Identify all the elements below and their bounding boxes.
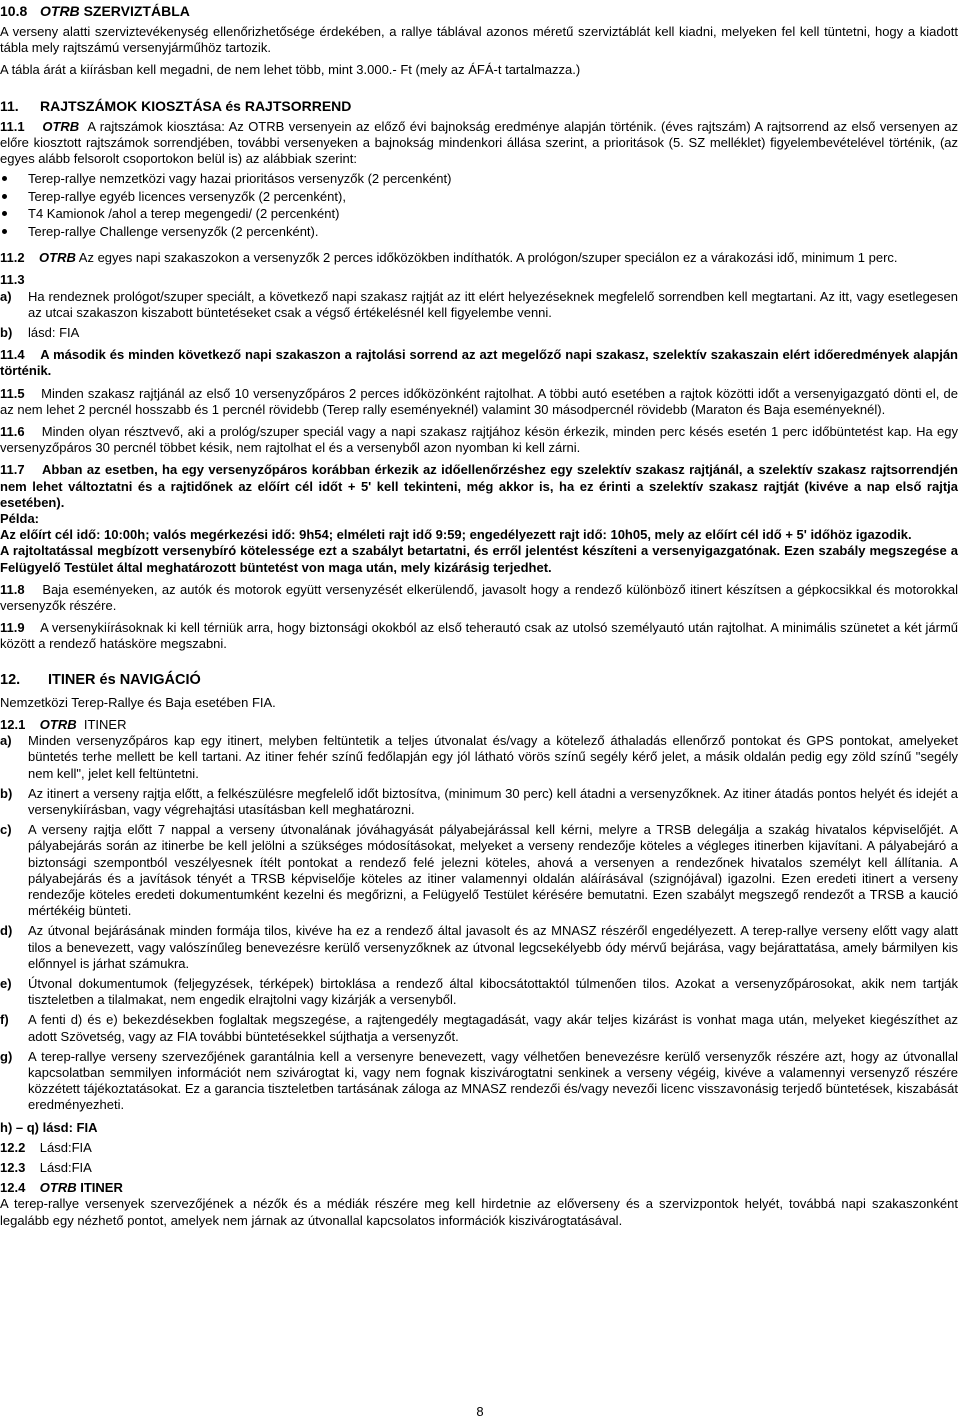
section-text: Baja eseményeken, az autók és motorok együtt versenyzését elkerülendő, javasolt hogy a rendező különböző itinert készítsen a gépkocsikkal és motorokkal versenyzők részére. [0, 581, 958, 614]
item-12-1-d [0, 923, 958, 972]
list-item: T4 Kamionok /ahol a terep megengedi/ (2 percenként) [0, 205, 958, 223]
paragraph-11-4 [0, 347, 958, 379]
item-label: g) [0, 1048, 13, 1064]
otrb-label: OTRB [42, 118, 80, 134]
section-text: Abban az esetben, ha egy versenyzőpáros korábban érkezik az időellenőrzéshez egy szelektív szakasz rajtjánál, a szelektív szakasz rajtsorrendjén nem lehet változtatni és a rajtidőnek az előírt cél időt + 5' kell tekinteni, még akkor is, ha ez érinti a szelektív szakasz rajtját (kivéve a nap első rajtja esetében). [0, 462, 958, 510]
item-12-1-a [0, 733, 958, 782]
heading-title: SZERVIZTÁBLA [83, 3, 190, 19]
item-label: b) [0, 325, 13, 341]
section-text: A rajtszámok kiosztása: Az OTRB versenyein az előző évi bajnokság eredménye alapján történik. (éves rajtszám) A rajtsorrend az első versenyen az előre kiosztott rajtszámok sorrendjében, további versenyeken a bajnokság mindenkori állása szerint, a prioritások (5. SZ melléklet) figyelembevételével történik, (az egyes alább felsorolt csoportokon belül is) az alábbiak szerint: [0, 118, 958, 167]
item-label: a) [0, 288, 12, 304]
heading-10-8 [0, 2, 958, 20]
section-text: Lásd:FIA [39, 1159, 92, 1175]
paragraph-12-4: A terep-rallye versenyek szervezőjének a nézők és a médiák részére meg kell hirdetnie az előverseny és a szervizpontok helyét, továbbá napi szakaszonként legalább egy nézhető pontot, amelyek nem járnak az útvonallal kapcsolatos információk kiszivárogtatásával. [0, 1196, 958, 1228]
item-text: lásd: FIA [28, 325, 80, 341]
item-11-3-a [0, 289, 958, 321]
section-number: 12.2 [0, 1139, 26, 1155]
heading-title: RAJTSZÁMOK KIOSZTÁSA és RAJTSORREND [40, 97, 352, 114]
heading-12-1 [0, 717, 958, 733]
item-12-1-f [0, 1012, 958, 1044]
section-number: 11.2 [0, 250, 25, 266]
item-12-1-b [0, 786, 958, 818]
item-text: Az útvonal bejárásának minden formája tilos, kivéve ha ez a rendező által javasolt és az MNASZ részéről engedélyezett. A terep-rallye verseny előtt vagy alatt tilos a benevezett, vagy valószínűleg benevezésre kerülő versenyzőknek az útvonal legcsekélyebb ódy mérvű bejárása, vagy bejárattatása, amely bármilyen kis előnnyel is járhat számukra. [28, 923, 958, 971]
otrb-label: OTRB [39, 716, 77, 732]
paragraph-11-1 [0, 119, 958, 168]
page-number: 8 [476, 1404, 484, 1419]
list-item: Terep-rallye egyéb licences versenyzők (2 percenként), [0, 188, 958, 206]
item-text: A verseny rajtja előtt 7 nappal a verseny útvonalának jóváhagyását pályabejárással kell kérni, melyre a TRSB delegálja a szakág hivatalos képviselőjét. A pályabejárás során az itinerbe be kell jelölni a szükséges módosításokat, melyeket a verseny rendezője köteles a végleges itinerben kijavítani. A pályabejáró a biztonsági szempontból veszélyesnek ítélt pontokat a rendező felé jelezni köteles, ahová a versenyen a rendezőnek hivatalos személyt kell állítania. A pályabejárás és a javítások tényét a TRSB képviselője köteles az itiner valamennyi oldalán aláírásával (szignójával) igazolni. Ezen eredeti itinert a verseny rendezője köteles eredeti dokumentumként kezelni és megőrizni, a Felügyelő Testület kérésére bemutatni. Ezen szabályt megszegő rendezőt a TRSB a kaució mértékéig bünteti. [28, 822, 958, 919]
example-text: Az előírt cél idő: 10:00h; valós megérkezési idő: 9h54; elméleti rajt idő 9:59; engedélyezett rajt idő: 10h05, mely az előírt cél idő + 5' időhöz igazodik. [0, 527, 912, 543]
item-text: Útvonal dokumentumok (feljegyzések, térképek) birtoklása a rendező által kibocsátottaktól túlmenően tilos. Azokat a versenyzőpárosokat, akik nem tartják tiszteletben a tilalmakat, nem engedik elrajtolni vagy kizárják a versenyből. [28, 975, 958, 1008]
section-number: 12.3 [0, 1159, 26, 1175]
item-12-1-c [0, 822, 958, 919]
heading-11 [0, 97, 958, 115]
item-12-1-h-q: h) – q) lásd: FIA [0, 1119, 98, 1135]
item-text: Az itinert a verseny rajtja előtt, a felkészülésre megfelelő időt biztosítva, (minimum 30 perc) kell átadni a versenyzőknek. Az itiner átadás pontos helyét és idejét a versenykiírásban, vagy végrehajtási utasításban kell meghatározni. [28, 785, 958, 817]
item-label: d) [0, 923, 13, 939]
example-label: Példa: [0, 511, 40, 527]
heading-12-4 [0, 1180, 958, 1196]
section-number: 11.4 [0, 347, 25, 363]
section-number: 12.1 [0, 716, 26, 732]
priority-list [0, 170, 958, 240]
section-title: ITINER [80, 1180, 123, 1196]
item-text: Minden versenyzőpáros kap egy itinert, melyben feltüntetik a teljes útvonalat és/vagy a kötelező áthaladás ellenőrző pontokat és GPS pontokat, amelyeket büntetés terhe mellett be kell tartani. Az itiner fehér színű fedőlapján egy jól látható vörös színű segély kérő jelet, a másik oldalán pedig egy zöld színű "segély nem kell", jelet kell feltüntetni. [28, 733, 958, 781]
paragraph-11-6 [0, 424, 958, 456]
paragraph-11-7-extra: A rajtoltatással megbízott versenybíró kötelessége ezt a szabályt betartatni, és erről jelentést készíteni a versenyigazgatónak. Ezen szabály megszegése a Felügyelő Testület által meghatározott büntetést von maga után, mely kizárásig terjedhet. [0, 543, 958, 575]
section-text: A versenykiírásoknak ki kell térniük arra, hogy biztonsági okokból az első teherautó csak az utolsó személyautó után rajtolhat. A minimális szünetet a két jármű között a rendező hatásköre megszabni. [0, 620, 959, 652]
paragraph-10-8-2: A tábla árát a kiírásban kell megadni, de nem lehet több, mint 3.000.- Ft (mely az ÁFÁ-t tartalmazza.) [0, 62, 581, 78]
document-content [0, 2, 958, 1229]
bullet-icon [2, 211, 7, 216]
heading-number: 10.8 [0, 3, 28, 19]
section-text: Az egyes napi szakaszokon a versenyzők 2 perces időközökben indíthatók. A prológon/szuper speciálon ez a várakozási idő, minimum 1 perc. [78, 250, 898, 266]
bullet-icon [2, 229, 7, 234]
heading-number: 12. [0, 671, 21, 688]
otrb-label: OTRB [39, 250, 76, 266]
paragraph-12-intro: Nemzetközi Terep-Rallye és Baja esetében FIA. [0, 694, 276, 710]
section-number: 11.5 [0, 385, 25, 401]
item-label: c) [0, 822, 12, 838]
paragraph-10-8-1: A verseny alatti szerviztevékenység ellenőrizhetősége érdekében, a rallye táblával azonos méretű szerviztáblát kell kiadni, melyeken fel kell tüntetni, hogy a kiadott tábla mely rajtszámú versenyjárműhöz tartozik. [0, 24, 958, 56]
paragraph-11-8 [0, 582, 958, 614]
item-label: e) [0, 975, 12, 991]
section-number: 11.1 [0, 118, 25, 134]
paragraph-12-3 [0, 1160, 958, 1176]
section-text: Lásd:FIA [39, 1139, 92, 1155]
paragraph-12-2 [0, 1140, 958, 1156]
section-number: 12.4 [0, 1180, 26, 1196]
section-text: Minden olyan résztvevő, aki a prológ/szuper speciál vagy a napi szakasz rajtjához késön érkezik, minden perc késés esetén 1 perc időbüntetést kap. Ha egy versenyzőpáros 30 percnél többet késik, nem rajtolhat el és a versenyből azon nyomban ki kell zárni. [0, 424, 958, 456]
section-title: ITINER [83, 716, 127, 732]
section-number-11-3: 11.3 [0, 272, 25, 288]
list-item: Terep-rallye nemzetközi vagy hazai prioritásos versenyzők (2 percenként) [0, 170, 958, 188]
item-12-1-e [0, 976, 958, 1008]
paragraph-11-2 [0, 250, 958, 266]
heading-12 [0, 671, 958, 689]
item-12-1-g [0, 1049, 958, 1114]
heading-title: ITINER és NAVIGÁCIÓ [48, 671, 201, 688]
section-text: Minden szakasz rajtjánál az első 10 versenyzőpáros 2 perces időközönként rajtolhat. A többi autó esetében a rajtok közötti időt a versenyigazgató dönti el, de az nem lehet 2 percnél hosszabb és 1 percnél rövidebb (Terep rally eseményeknél) valamint 30 másodpercnél rövidebb (Maraton és Baja eseményeknél). [0, 385, 958, 417]
bullet-icon [2, 176, 7, 181]
section-number: 11.6 [0, 424, 25, 440]
item-label: f) [0, 1012, 9, 1028]
heading-number: 11. [0, 97, 19, 114]
item-text: A fenti d) és e) bekezdésekben foglaltak megszegése, a rajtengedély megtagadását, vagy akár teljes kizárást is vonhat maga után, melyeket kiegészíthet az adott Szövetség, vagy az FIA további büntetésekkel sújthatja a versenyzőt. [28, 1012, 958, 1044]
heading-otrb: OTRB [40, 3, 80, 19]
paragraph-11-5 [0, 386, 958, 418]
item-text: A terep-rallye verseny szervezőjének garantálnia kell a versenyre benevezett, vagy vélhetően benevezésre kerülő versenyzők részére azt, hogy az útvonallal kapcsolatban semmilyen információt nem szivárogtat ki, vagy nem fognak kiszivárogtatni senkinek a verseny végéig, kivéve a valamennyi versenyző részére közzétett tájékoztatásokat. Ez a garancia tiszteletben tartásának záloga az MNASZ rendezői és/vagy nevezői licenc visszavonásig terjedő büntetések, kiszabását eredményezheti. [28, 1048, 958, 1113]
item-label: a) [0, 733, 12, 749]
bullet-icon [2, 194, 7, 199]
section-number: 11.9 [0, 620, 25, 636]
paragraph-11-9 [0, 620, 958, 652]
otrb-label: OTRB [39, 1180, 77, 1196]
section-number: 11.7 [0, 462, 25, 478]
item-text: Ha rendeznek prológot/szuper speciált, a következő napi szakasz rajtját az itt elért helyezéseknek megfelelő sorrendben kell megtartani. Az itt, vagy esetlegesen az utcai szakaszon kiszabott büntetéseket csak a végső értékelésnél kell figyelembe venni. [28, 288, 958, 320]
item-11-3-b [0, 325, 958, 341]
section-number: 11.8 [0, 581, 25, 597]
list-item: Terep-rallye Challenge versenyzők (2 percenként). [0, 223, 958, 241]
item-label: b) [0, 785, 13, 801]
section-text: A második és minden következő napi szakaszon a rajtolási sorrend az azt megelőző napi szakasz, szelektív szakaszain elért időeredmények alapján történik. [0, 347, 958, 379]
paragraph-11-7 [0, 462, 958, 511]
